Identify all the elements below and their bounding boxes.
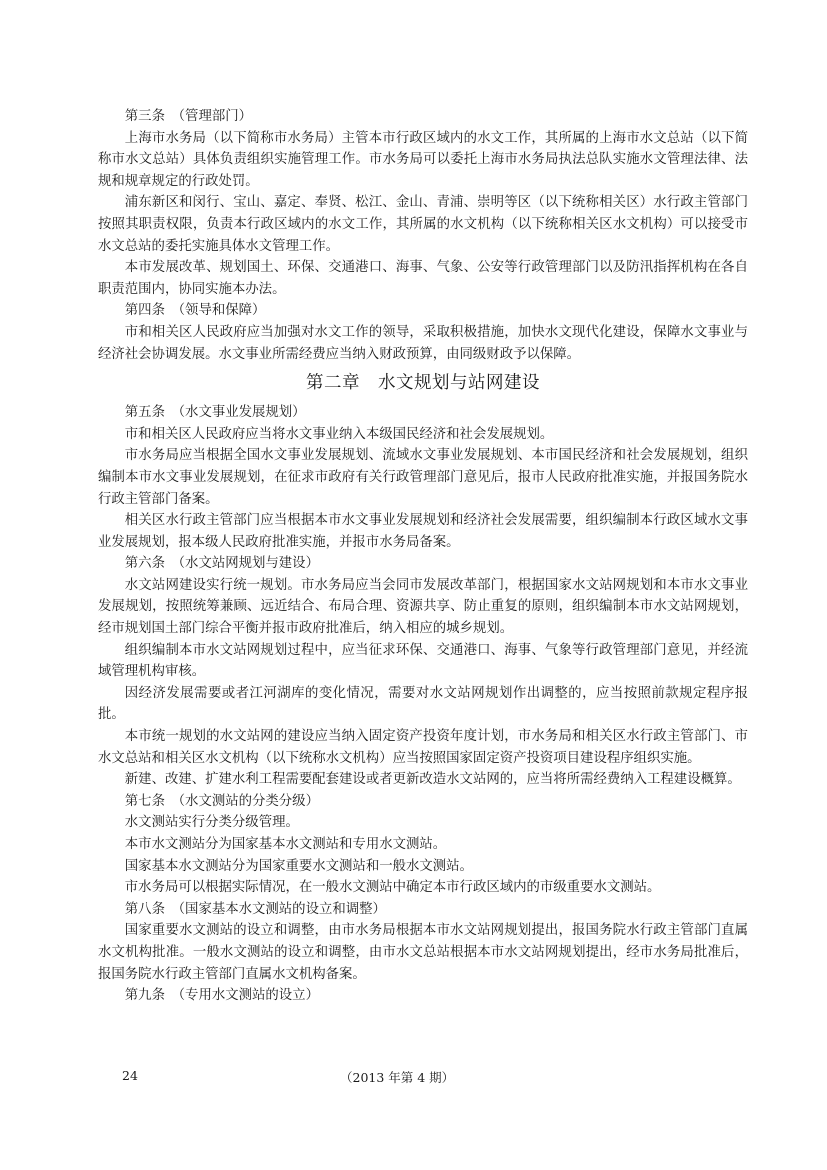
paragraph: 新建、改建、扩建水利工程需要配套建设或者更新改造水文站网的，应当将所需经费纳入工程建设概算。 xyxy=(124,772,741,788)
page-number: 24 xyxy=(122,1068,138,1083)
paragraph: 国家重要水文测站的设立和调整，由市水务局根据本市水文站网规划提出，报国务院水行政主管部门直属水文机构批准。一般水文测站的设立和调整，由市水文总站根据本市水文站网规划提出，经市水务局批准后，报国务院水行政主管部门直属水文机构备案。 xyxy=(98,923,748,982)
article-heading: 第六条 （水文站网规划与建设） xyxy=(124,556,319,572)
article-heading: 第四条 （领导和保障） xyxy=(124,303,266,319)
paragraph: 上海市水务局（以下简称市水务局）主管本市行政区域内的水文工作，其所属的上海市水文总站（以下简称市水文总站）具体负责组织实施管理工作。市水务局可以委托上海市水务局执法总队实施水文管理法律、法规和规章规定的行政处罚。 xyxy=(98,130,748,189)
issue-label: （2013 年第 4 期） xyxy=(340,1070,455,1085)
article-heading: 第八条 （国家基本水文测站的设立和调整） xyxy=(124,901,386,917)
paragraph: 因经济发展需要或者江河湖库的变化情况，需要对水文站网规划作出调整的，应当按照前款规定程序报批。 xyxy=(98,685,748,723)
article-heading: 第九条 （专用水文测站的设立） xyxy=(124,988,319,1004)
paragraph: 市和相关区人民政府应当加强对水文工作的领导，采取积极措施，加快水文现代化建设，保障水文事业与经济社会协调发展。水文事业所需经费应当纳入财政预算，由同级财政予以保障。 xyxy=(98,324,748,362)
paragraph: 组织编制本市水文站网规划过程中，应当征求环保、交通港口、海事、气象等行政管理部门意见，并经流域管理机构审核。 xyxy=(98,642,748,680)
paragraph: 水文测站实行分类分级管理。 xyxy=(124,815,299,831)
document-body xyxy=(98,106,748,1007)
article-heading: 第七条 （水文测站的分类分级） xyxy=(124,793,319,809)
article-heading: 第五条 （水文事业发展规划） xyxy=(124,405,306,421)
paragraph: 本市水文测站分为国家基本水文测站和专用水文测站。 xyxy=(124,837,447,852)
paragraph: 国家基本水文测站分为国家重要水文测站和一般水文测站。 xyxy=(124,858,473,874)
paragraph: 市水务局应当根据全国水文事业发展规划、流域水文事业发展规划、本市国民经济和社会发展规划，组织编制本市水文事业发展规划，在征求市政府有关行政管理部门意见后，报市人民政府批准实施，并报国务院水行政主管部门备案。 xyxy=(98,448,748,507)
article-heading: 第三条 （管理部门） xyxy=(124,109,253,124)
paragraph: 本市发展改革、规划国土、环保、交通港口、海事、气象、公安等行政管理部门以及防汛指挥机构在各自职责范围内，协同实施本办法。 xyxy=(98,260,748,297)
paragraph: 浦东新区和闵行、宝山、嘉定、奉贤、松江、金山、青浦、崇明等区（以下统称相关区）水行政主管部门按照其职责权限，负责本行政区域内的水文工作，其所属的水文机构（以下统称相关区水文机构）可以接受市水文总站的委托实施具体水文管理工作。 xyxy=(98,195,748,254)
paragraph: 水文站网建设实行统一规划。市水务局应当会同市发展改革部门，根据国家水文站网规划和本市水文事业发展规划，按照统筹兼顾、远近结合、布局合理、资源共享、防止重复的原则，组织编制本市水文站网规划，经市规划国土部门综合平衡并报市政府批准后，纳入相应的城乡规划。 xyxy=(98,577,748,637)
paragraph: 市水务局可以根据实际情况，在一般水文测站中确定本市行政区域内的市级重要水文测站。 xyxy=(124,880,661,896)
page-footer xyxy=(0,1068,827,1088)
chapter-heading: 第二章 水文规划与站网建设 xyxy=(306,373,540,394)
paragraph: 市和相关区人民政府应当将水文事业纳入本级国民经济和社会发展规划。 xyxy=(124,426,554,442)
paragraph: 相关区水行政主管部门应当根据本市水文事业发展规划和经济社会发展需要，组织编制本行政区域水文事业发展规划，报本级人民政府批准实施，并报市水务局备案。 xyxy=(98,513,748,550)
paragraph: 本市统一规划的水文站网的建设应当纳入固定资产投资年度计划，市水务局和相关区水行政主管部门、市水文总站和相关区水文机构（以下统称水文机构）应当按照国家固定资产投资项目建设程序组织实施。 xyxy=(98,729,748,766)
